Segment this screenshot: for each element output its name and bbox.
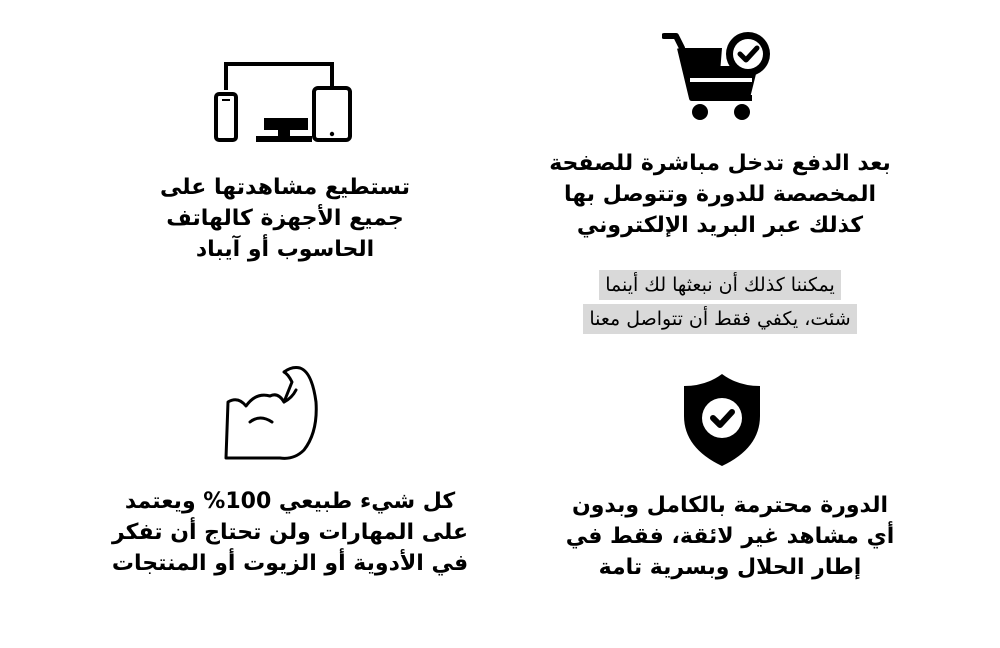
devices-text: تستطيع مشاهدتها على جميع الأجهزة كالهاتف الحاسوب أو آيباد bbox=[160, 175, 410, 262]
natural-text: كل شيء طبيعي 100% ويعتمد على المهارات ولن تحتاج أن تفكر في الأدوية أو الزيوت أو المنتجات bbox=[111, 489, 469, 576]
devices-icon bbox=[212, 60, 357, 144]
payment-text: بعد الدفع تدخل مباشرة للصفحة المخصصة للدورة وتتوصل بها كذلك عبر البريد الإلكتروني bbox=[549, 151, 891, 238]
cart-check-icon bbox=[662, 30, 772, 122]
payment-note-line1: يمكننا كذلك أن نبعثها لك أينما bbox=[599, 270, 841, 300]
payment-note-line2: شئت، يكفي فقط أن تتواصل معنا bbox=[583, 304, 856, 334]
flexed-arm-icon bbox=[220, 362, 320, 462]
shield-check-icon bbox=[682, 372, 762, 468]
payment-note bbox=[520, 268, 920, 336]
respectful-text: الدورة محترمة بالكامل وبدون أي مشاهد غير لائقة، فقط في إطار الحلال وبسرية تامة bbox=[565, 493, 895, 580]
